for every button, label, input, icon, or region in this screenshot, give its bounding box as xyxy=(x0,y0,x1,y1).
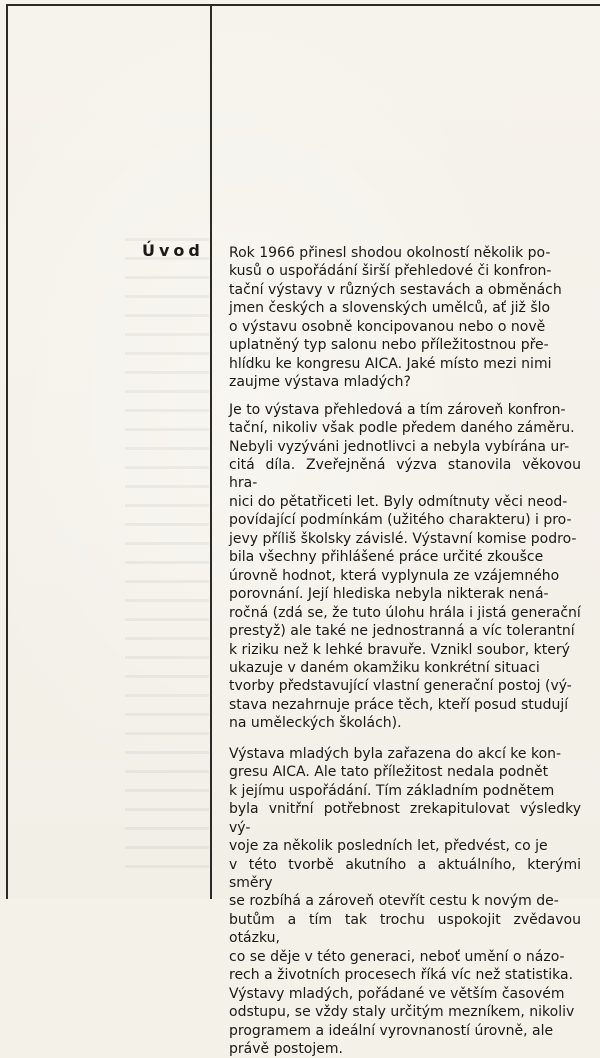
show-through-texture xyxy=(125,238,209,878)
top-border-line xyxy=(6,4,600,6)
paragraph-3: Výstava mladých byla zařazena do akcí ke kon- gresu AICA. Ale tato příležitost nedala podnět k jejímu uspořádání. Tím základním podnětem byla vnitřní potřebnost zrekapitulovat výsledky vý- voje za několik posledních let, předvést, co je v této tvorbě akutního a aktuálního, kterými směry se rozbíhá a zároveň otevřít cestu k novým de- butům a tím tak trochu uspokojit zvědavou otázku, co se děje v této generaci, neboť umění o názo- rech a životních procesech říká víc než statistika. Výstavy mladých, pořádané ve větším časovém odstupu, se vždy staly určitým mezníkem, nikoliv programem a ideální vyrovnaností úrovně, ale právě postojem. xyxy=(229,745,581,1058)
body-text xyxy=(229,244,581,1058)
paragraph-2: Je to výstava přehledová a tím zároveň konfron- tační, nikoliv však podle předem daného záměru. Nebyli vyzýváni jednotlivci a nebyla vybírána ur- citá díla. Zveřejněná výzva stanovila věkovou hra- nici do pětatřiceti let. Byly odmítnuty věci neod- povídající podmínkám (užitého charakteru) i pro- jevy příliš školsky závislé. Výstavní komise podro- bila všechny přihlášené práce určité zkoušce úrovně hodnot, která vyplynula ze vzájemného porovnání. Její hlediska nebyla nikterak nená- ročná (zdá se, že tuto úlohu hrála i jistá generační prestyž) ale také ne jednostranná a víc tolerantní k riziku než k lehké bravuře. Vznikl soubor, který ukazuje v daném okamžiku konkrétní situaci tvorby představující vlastní generační postoj (vý- stava nezahrnuje práce těch, kteří posud studují na uměleckých školách). xyxy=(229,401,581,732)
paragraph-1: Rok 1966 přinesl shodou okolností několik po- kusů o uspořádání širší přehledové či konfron- tační výstavy v různých sestavách a obměnách jmen českých a slovenských umělců, ať již šlo o výstavu osobně koncipovanou nebo o nově uplatněný typ salonu nebo příležitostnou pře- hlídku ke kongresu AICA. Jaké místo mezi nimi zaujme výstava mladých? xyxy=(229,245,562,391)
column-divider-line xyxy=(210,4,212,899)
section-heading: Úvod xyxy=(142,241,204,260)
left-border-line xyxy=(6,4,8,899)
